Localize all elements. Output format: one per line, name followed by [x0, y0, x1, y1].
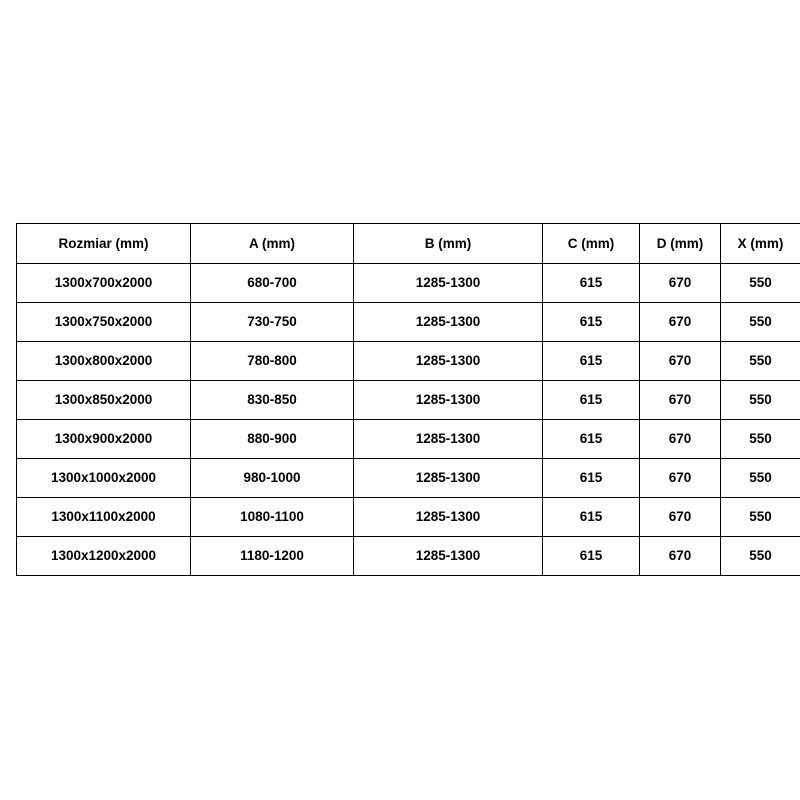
cell-a: 780-800 — [191, 342, 354, 381]
cell-c: 615 — [543, 537, 640, 576]
table-row — [17, 498, 800, 537]
cell-d: 670 — [640, 381, 721, 420]
cell-x: 550 — [721, 342, 800, 381]
column-header-b: B (mm) — [354, 224, 543, 264]
cell-x: 550 — [721, 381, 800, 420]
table-row — [17, 342, 800, 381]
cell-a: 830-850 — [191, 381, 354, 420]
cell-rozmiar: 1300x1200x2000 — [17, 537, 191, 576]
cell-c: 615 — [543, 342, 640, 381]
cell-x: 550 — [721, 498, 800, 537]
cell-a: 680-700 — [191, 264, 354, 303]
cell-d: 670 — [640, 303, 721, 342]
cell-rozmiar: 1300x700x2000 — [17, 264, 191, 303]
cell-rozmiar: 1300x750x2000 — [17, 303, 191, 342]
cell-b: 1285-1300 — [354, 303, 543, 342]
cell-x: 550 — [721, 537, 800, 576]
column-header-a: A (mm) — [191, 224, 354, 264]
cell-b: 1285-1300 — [354, 498, 543, 537]
table-header-row — [17, 224, 800, 264]
cell-x: 550 — [721, 264, 800, 303]
cell-d: 670 — [640, 459, 721, 498]
column-header-x: X (mm) — [721, 224, 800, 264]
cell-x: 550 — [721, 459, 800, 498]
table-row — [17, 459, 800, 498]
size-table — [16, 223, 800, 576]
cell-rozmiar: 1300x800x2000 — [17, 342, 191, 381]
cell-rozmiar: 1300x900x2000 — [17, 420, 191, 459]
cell-d: 670 — [640, 537, 721, 576]
cell-d: 670 — [640, 420, 721, 459]
cell-d: 670 — [640, 498, 721, 537]
cell-b: 1285-1300 — [354, 420, 543, 459]
column-header-d: D (mm) — [640, 224, 721, 264]
cell-c: 615 — [543, 459, 640, 498]
cell-c: 615 — [543, 303, 640, 342]
cell-a: 1080-1100 — [191, 498, 354, 537]
column-header-rozmiar: Rozmiar (mm) — [17, 224, 191, 264]
table-row — [17, 381, 800, 420]
cell-d: 670 — [640, 264, 721, 303]
cell-b: 1285-1300 — [354, 342, 543, 381]
cell-c: 615 — [543, 264, 640, 303]
table-header — [17, 224, 800, 264]
table-row — [17, 264, 800, 303]
table-body — [17, 264, 800, 576]
cell-c: 615 — [543, 381, 640, 420]
column-header-c: C (mm) — [543, 224, 640, 264]
cell-a: 880-900 — [191, 420, 354, 459]
table-row — [17, 303, 800, 342]
cell-c: 615 — [543, 420, 640, 459]
cell-b: 1285-1300 — [354, 264, 543, 303]
cell-d: 670 — [640, 342, 721, 381]
cell-a: 980-1000 — [191, 459, 354, 498]
cell-rozmiar: 1300x1100x2000 — [17, 498, 191, 537]
cell-a: 730-750 — [191, 303, 354, 342]
size-table-container — [16, 223, 784, 576]
cell-b: 1285-1300 — [354, 381, 543, 420]
cell-rozmiar: 1300x850x2000 — [17, 381, 191, 420]
table-row — [17, 537, 800, 576]
cell-rozmiar: 1300x1000x2000 — [17, 459, 191, 498]
cell-x: 550 — [721, 420, 800, 459]
cell-a: 1180-1200 — [191, 537, 354, 576]
cell-b: 1285-1300 — [354, 537, 543, 576]
cell-x: 550 — [721, 303, 800, 342]
cell-b: 1285-1300 — [354, 459, 543, 498]
cell-c: 615 — [543, 498, 640, 537]
table-row — [17, 420, 800, 459]
